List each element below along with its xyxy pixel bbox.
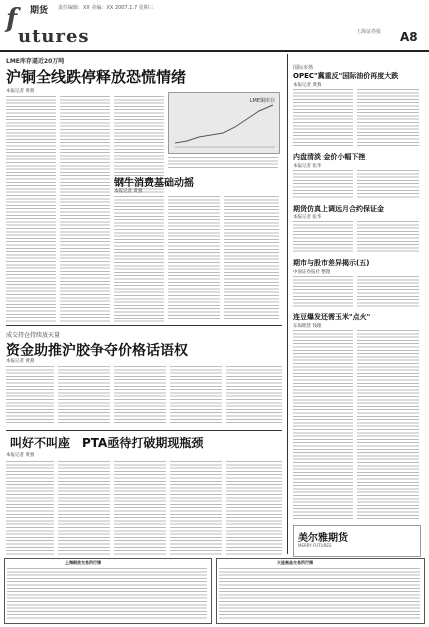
chart-title: LME铜库存 <box>249 98 275 104</box>
story4-col5 <box>226 460 282 555</box>
chart-graphic <box>169 93 279 153</box>
lead-kicker: LME库存逼近20万吨 <box>6 58 65 65</box>
advertisement-banner[interactable] <box>293 525 421 557</box>
right-s1-tag: 国际市场 <box>293 65 314 71</box>
right-s1-col1 <box>293 88 353 148</box>
story4-col1 <box>6 460 54 555</box>
story3-col4 <box>170 365 222 425</box>
lead-body-col1 <box>6 95 56 323</box>
right-table-title: 大连商品交易所行情 <box>277 560 313 565</box>
left-market-table <box>4 558 212 624</box>
story3-byline: 本报记者 黄燕 <box>6 359 35 364</box>
right-s2-byline: 本报记者 张华 <box>293 164 322 169</box>
story2-byline: 本报记者 黄燕 <box>114 189 143 194</box>
right-s3-byline: 本报记者 张华 <box>293 215 322 220</box>
right-s1-byline: 本报记者 黄燕 <box>293 83 322 88</box>
right-table-rows <box>219 567 420 621</box>
masthead-brand: 上海证券报 <box>356 29 382 35</box>
right-s4-col2 <box>357 275 419 307</box>
lead-body-col2 <box>60 95 110 323</box>
story4-col2 <box>58 460 110 555</box>
left-table-title: 上海期货交易所行情 <box>65 560 101 565</box>
page-number: A8 <box>400 30 418 44</box>
masthead-logo-word: utures <box>18 26 90 47</box>
right-market-table <box>216 558 425 624</box>
story3-col1 <box>6 365 54 425</box>
story2-headline: 钢牛消费基础动摇 <box>114 178 194 189</box>
story3-headline: 资金助推沪胶争夺价格话语权 <box>6 343 188 359</box>
story2-col1 <box>114 195 164 320</box>
right-s2-col2 <box>357 169 419 199</box>
right-s5-col2 <box>357 329 419 519</box>
story4-col3 <box>114 460 166 555</box>
right-s2-col1 <box>293 169 353 199</box>
left-table-rows <box>7 567 207 621</box>
right-s4-byline: 中国证券报社 整理 <box>293 270 331 275</box>
right-s5-col1 <box>293 329 353 519</box>
divider <box>6 430 282 431</box>
right-s5-byline: 东海期货 钱理 <box>293 324 322 329</box>
lead-byline: 本报记者 黄燕 <box>6 89 35 94</box>
story2-col2 <box>168 195 220 320</box>
story4-headline: 叫好不叫座 PTA亟待打破期现瓶颈 <box>10 436 204 450</box>
story2-col3 <box>224 195 279 320</box>
masthead-logo-letter: f <box>6 4 18 34</box>
story3-kicker: 成交持仓持续放天量 <box>6 332 61 339</box>
story3-col2 <box>58 365 110 425</box>
chart-caption <box>168 156 278 168</box>
lme-copper-inventory-chart <box>168 92 280 154</box>
story4-col4 <box>170 460 222 555</box>
right-s3-headline: 期货仿真上调远月合约保证金 <box>293 205 384 213</box>
right-s5-headline: 连豆爆发还需玉米"点火" <box>293 313 371 321</box>
right-s4-headline: 期市与股市差异揭示(五) <box>293 259 370 267</box>
divider <box>6 325 282 326</box>
right-s1-headline: OPEC"冀重反"国际油价再度大跌 <box>293 72 399 80</box>
right-s1-col2 <box>357 88 419 148</box>
ad-title: 美尔雅期货 <box>298 533 348 544</box>
story3-col5 <box>226 365 282 425</box>
right-s2-headline: 内盘清淡 金价小幅下挫 <box>293 153 366 161</box>
masthead <box>0 0 429 52</box>
right-s3-col2 <box>357 220 419 252</box>
ad-subtitle: MERRY FUTURES <box>298 543 332 548</box>
story3-col3 <box>114 365 166 425</box>
section-name: 期货 <box>30 6 49 16</box>
right-s4-col1 <box>293 275 353 307</box>
story4-byline: 本报记者 黄燕 <box>6 453 35 458</box>
lead-headline: 沪铜全线跌停释放恐慌情绪 <box>6 68 187 86</box>
right-s3-col1 <box>293 220 353 252</box>
column-divider <box>287 54 288 554</box>
market-tables <box>4 558 425 624</box>
masthead-meta: 责任编辑：XX 美编：XX 2007.1.7 星期三 <box>58 5 154 11</box>
